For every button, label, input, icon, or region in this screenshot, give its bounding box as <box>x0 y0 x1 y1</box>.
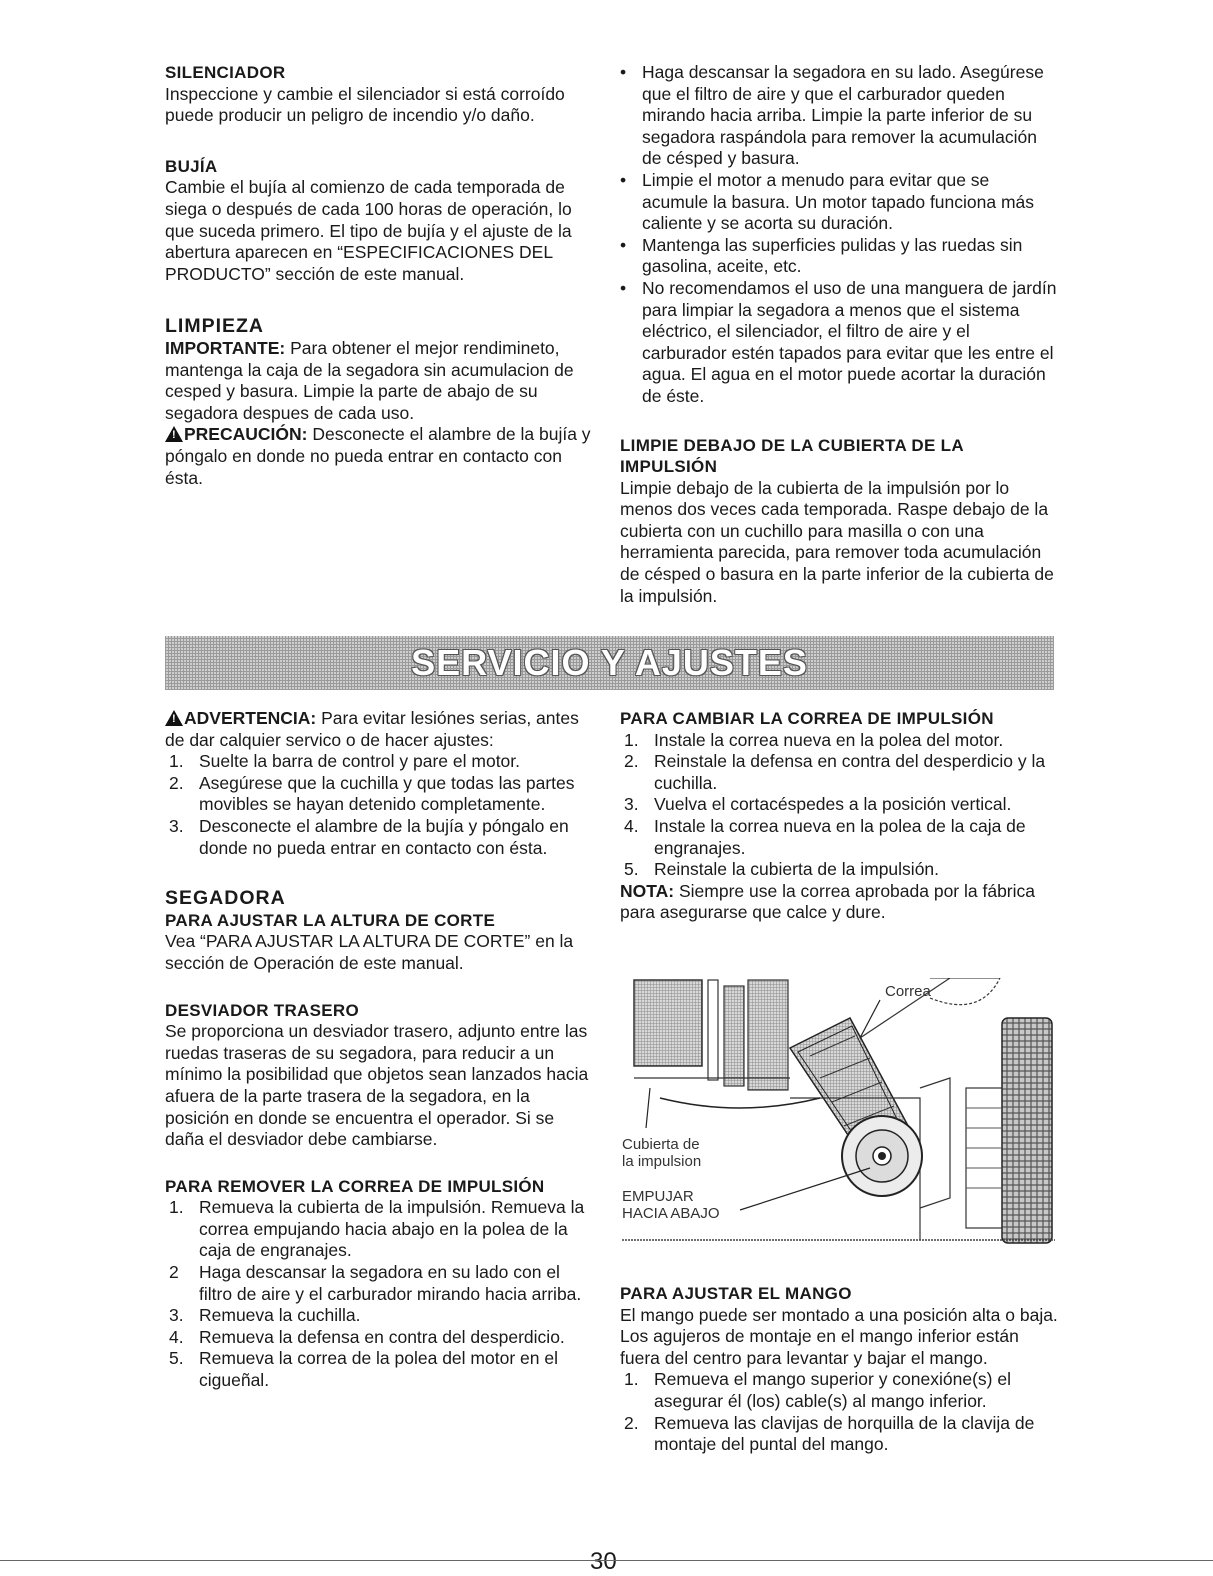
caution-label: PRECAUCIÓN: <box>184 424 308 445</box>
nota-label: NOTA: <box>620 880 675 901</box>
banner-title: SERVICIO Y AJUSTES <box>411 642 808 683</box>
page-number: 30 <box>590 1548 617 1575</box>
limpie-body: Limpie debajo de la cubierta de la impulsión por lo menos dos veces cada temporada. Raspe debajo de la cubierta con un cuchillo para masilla o con una herramienta parecida, para remover toda acumulación de césped o basura en la parte inferior de la cubierta de la impulsión. <box>620 477 1054 606</box>
label-empujar-line2: HACIA ABAJO <box>622 1205 720 1222</box>
cleaning-bullet: • Haga descansar la segadora en su lado. Asegúrese que el filtro de aire y que el carburador queden mirando hacia arriba. Limpie la parte inferior de su segadora raspándola para remover la acumulación de césped y basura. <box>620 62 1058 170</box>
cambiar-steps <box>620 730 1058 881</box>
segadora-heading: SEGADORA <box>165 887 286 910</box>
cleaning-bullet: • No recomendamos el uso de una manguera de jardín para limpiar la segadora a menos que el sistema eléctrico, el silenciador, el filtro de aire y el carburador estén tapados para evitar que les entre el agua. El agua en el motor puede acortar la duración de éste. <box>620 278 1058 408</box>
altura-heading: PARA AJUSTAR LA ALTURA DE CORTE <box>165 910 496 930</box>
list-item: 3. Desconecte el alambre de la bujía y póngalo en donde no pueda entrar en contacto con ésta. <box>169 815 569 858</box>
list-item: 3. Remueva la cuchilla. <box>169 1305 361 1326</box>
list-item: 2. Remueva las clavijas de horquilla de la clavija de montaje del puntal del mango. <box>624 1412 1035 1455</box>
remover-steps <box>165 1197 597 1391</box>
label-cubierta-line1: Cubierta de <box>622 1136 700 1153</box>
caution-text: Desconecte el alambre de la bujía y póngalo en donde no pueda entrar en contacto con ésta. <box>165 424 591 488</box>
list-item: 1. Instale la correa nueva en la polea del motor. <box>624 729 1004 750</box>
left-top-column <box>165 62 597 489</box>
desviador-heading: DESVIADOR TRASERO <box>165 1000 360 1020</box>
list-item: 4. Remueva la defensa en contra del desperdicio. <box>169 1326 565 1347</box>
list-item: 1. Remueva la cubierta de la impulsión. Remueva la correa empujando hacia abajo en la polea de la caja de engranajes. <box>169 1197 585 1261</box>
mango-heading: PARA AJUSTAR EL MANGO <box>620 1284 852 1303</box>
mango-body: El mango puede ser montado a una posición alta o baja. Los agujeros de montaje en el mango inferior están fuera del centro para levantar y bajar el mango. <box>620 1304 1058 1368</box>
cleaning-bullet: • Limpie el motor a menudo para evitar que se acumule la basura. Un motor tapado funciona más caliente y se acorta su duración. <box>620 170 1058 235</box>
label-cubierta-line2: la impulsion <box>622 1153 702 1170</box>
list-item: 3. Vuelva el cortacéspedes a la posición vertical. <box>624 794 1012 815</box>
list-item: 2. Asegúrese que la cuchilla y que todas las partes movibles se hayan detenido completamente. <box>169 772 575 815</box>
nota <box>620 881 1058 924</box>
important-label: IMPORTANTE: <box>165 337 286 358</box>
mango-steps <box>620 1369 1058 1455</box>
right-top-column <box>620 62 1058 607</box>
limpieza-heading: LIMPIEZA <box>165 315 264 338</box>
remover-heading: PARA REMOVER LA CORREA DE IMPULSIÓN <box>165 1176 545 1196</box>
warning-label: ADVERTENCIA: <box>184 708 317 728</box>
important-text: Para obtener el mejor rendimineto, mantenga la caja de la segadora sin acumulacion de cesped y basura. Limpie la parte de abajo de su segadora despues de cada uso. <box>165 337 574 423</box>
warning-icon <box>165 426 183 442</box>
mango-section <box>620 1283 1058 1456</box>
section-banner <box>165 636 1054 690</box>
list-item: 4. Instale la correa nueva en la polea de la caja de engranajes. <box>624 815 1026 858</box>
drive-belt-figure <box>620 978 1057 1246</box>
left-bottom-column <box>165 708 597 1392</box>
list-item: 1. Suelte la barra de control y pare el motor. <box>169 751 521 772</box>
nota-text: Siempre use la correa aprobada por la fábrica para asegurarse que calce y dure. <box>620 880 1036 923</box>
bottom-rule <box>0 1560 1213 1561</box>
altura-body: Vea “PARA AJUSTAR LA ALTURA DE CORTE” en la sección de Operación de este manual. <box>165 931 574 973</box>
desviador-body: Se proporciona un desviador trasero, adjunto entre las ruedas traseras de su segadora, para reducir a un mínimo la posibilidad que objetos sean lanzados hacia afuera de la parte trasera de la segadora, en la posición en donde se encuentra el operador. Si se daña el desviador debe cambiarse. <box>165 1021 589 1150</box>
limpie-heading: LIMPIE DEBAJO DE LA CUBIERTA DE LA IMPULSIÓN <box>620 435 964 477</box>
limpieza-important <box>165 338 597 424</box>
label-correa: Correa <box>885 983 931 1000</box>
list-item: 2 Haga descansar la segadora en su lado con el filtro de aire y el carburador mirando hacia arriba. <box>169 1262 582 1304</box>
list-item: 5. Remueva la correa de la polea del motor en el cigueñal. <box>169 1348 558 1391</box>
list-item: 1. Remueva el mango superior y conexióne(s) el asegurar él (los) cable(s) al mango inferior. <box>624 1369 1011 1411</box>
list-item: 2. Reinstale la defensa en contra del desperdicio y la cuchilla. <box>624 751 1046 793</box>
silenciador-heading: SILENCIADOR <box>165 63 286 82</box>
bujia-body: Cambie el bujía al comienzo de cada temporada de siega o después de cada 100 horas de operación, lo que suceda primero. El tipo de bujía y el ajuste de la abertura aparecen en “ESPECIFICACIONES DEL PRODUCTO” sección de este manual. <box>165 177 572 284</box>
warning-text: Para evitar lesiónes serias, antes de dar calquier servico o de hacer ajustes: <box>165 708 579 750</box>
cleaning-bullet: • Mantenga las superficies pulidas y las ruedas sin gasolina, aceite, etc. <box>620 235 1058 278</box>
warning-icon <box>165 710 183 726</box>
limpieza-caution <box>165 424 597 489</box>
list-item: 5. Reinstale la cubierta de la impulsión. <box>624 859 940 880</box>
advertencia <box>165 708 597 751</box>
warning-steps <box>165 751 597 859</box>
right-bottom-column <box>620 708 1058 924</box>
bujia-heading: BUJÍA <box>165 156 218 176</box>
label-empujar-line1: EMPUJAR <box>622 1188 694 1205</box>
cambiar-heading: PARA CAMBIAR LA CORREA DE IMPULSIÓN <box>620 709 994 728</box>
silenciador-body: Inspeccione y cambie el silenciador si está corroído puede producir un peligro de incendio y/o daño. <box>165 83 565 126</box>
